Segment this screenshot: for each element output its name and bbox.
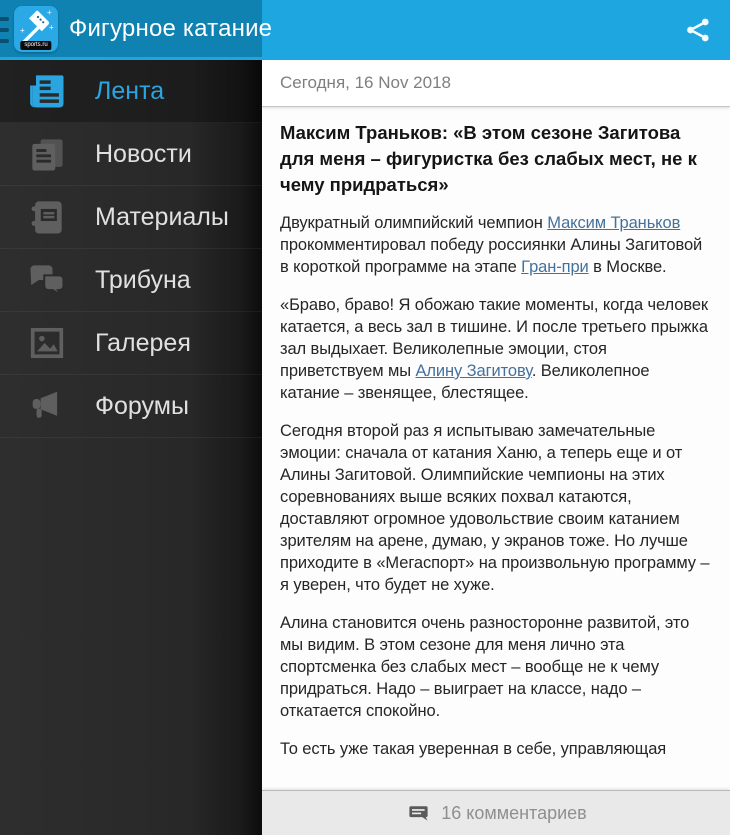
article-paragraph: «Браво, браво! Я обожаю такие моменты, когда человек катается, а весь зал в тишине. И после третьего прыжка зал выдыхает. Великолепные эмоции, стоя приветствуем мы Алину Загитову. Великолепное катание – звенящее, блестящее. bbox=[280, 296, 709, 402]
forums-icon bbox=[25, 384, 69, 428]
article-link[interactable]: Гран-при bbox=[521, 258, 589, 276]
navigation-drawer bbox=[0, 60, 262, 835]
comments-bar[interactable] bbox=[262, 790, 730, 835]
app-icon[interactable] bbox=[14, 6, 58, 52]
main-content bbox=[262, 60, 730, 835]
sidebar-item-label: Материалы bbox=[95, 202, 229, 231]
article-link[interactable]: Алину Загитову bbox=[415, 362, 532, 380]
feed-icon bbox=[25, 69, 69, 113]
sidebar-item-label: Форумы bbox=[95, 391, 189, 420]
article-link[interactable]: Максим Траньков bbox=[547, 214, 681, 232]
article-paragraph: То есть уже такая уверенная в себе, управляющая bbox=[280, 740, 667, 758]
article-paragraph: Алина становится очень разносторонне развитой, это мы видим. В этом сезоне для меня лично эта спортсменка без слабых мест – вообще не к чему придраться. Надо – выиграет на классе, надо – откатается спокойно. bbox=[280, 614, 690, 720]
sidebar-item-label: Галерея bbox=[95, 328, 191, 357]
sidebar-item-label: Лента bbox=[95, 76, 165, 105]
article bbox=[262, 107, 730, 835]
share-icon bbox=[683, 15, 713, 45]
app-title: Фигурное катание bbox=[69, 14, 273, 42]
hamburger-menu-icon[interactable] bbox=[0, 17, 9, 43]
article-body bbox=[280, 212, 712, 760]
drawer-header bbox=[0, 0, 273, 57]
sidebar-item-feed[interactable] bbox=[0, 60, 262, 123]
gallery-icon bbox=[25, 321, 69, 365]
sidebar-item-forums[interactable] bbox=[0, 375, 262, 438]
materials-icon bbox=[25, 195, 69, 239]
toolbar bbox=[0, 0, 730, 60]
sidebar-menu bbox=[0, 60, 262, 438]
sidebar-item-label: Новости bbox=[95, 139, 192, 168]
sidebar-item-label: Трибуна bbox=[95, 265, 191, 294]
share-button[interactable] bbox=[683, 15, 713, 45]
comment-count-label: 16 комментариев bbox=[441, 802, 587, 823]
article-paragraph: Двукратный олимпийский чемпион Максим Траньков прокомментировал победу россиянки Алины Загитовой в короткой программе на этапе Гран-при в Москве. bbox=[280, 214, 703, 276]
article-headline: Максим Траньков: «В этом сезоне Загитова для меня – фигуристка без слабых мест, не к чему придраться» bbox=[280, 122, 697, 195]
sidebar-item-news[interactable] bbox=[0, 123, 262, 186]
date-header: Сегодня, 16 Nov 2018 bbox=[262, 60, 730, 107]
app-icon-label: sports.ru bbox=[20, 41, 51, 50]
sidebar-item-materials[interactable] bbox=[0, 186, 262, 249]
sidebar-item-gallery[interactable] bbox=[0, 312, 262, 375]
tribune-icon bbox=[25, 258, 69, 302]
news-icon bbox=[25, 132, 69, 176]
comment-icon bbox=[405, 802, 432, 825]
sidebar-item-tribune[interactable] bbox=[0, 249, 262, 312]
article-paragraph: Сегодня второй раз я испытываю замечательные эмоции: сначала от катания Ханю, а теперь еще и от Алины Загитовой. Олимпийские чемпионы на этих соревнованиях выше всяких похвал катаются, доставляют огромное удовольствие своим катанием зрителям на арене, думаю, у экранов тоже. Но лучше приходите в «Мегаспорт» на произвольную программу – я уверен, что будет не хуже. bbox=[280, 422, 710, 594]
